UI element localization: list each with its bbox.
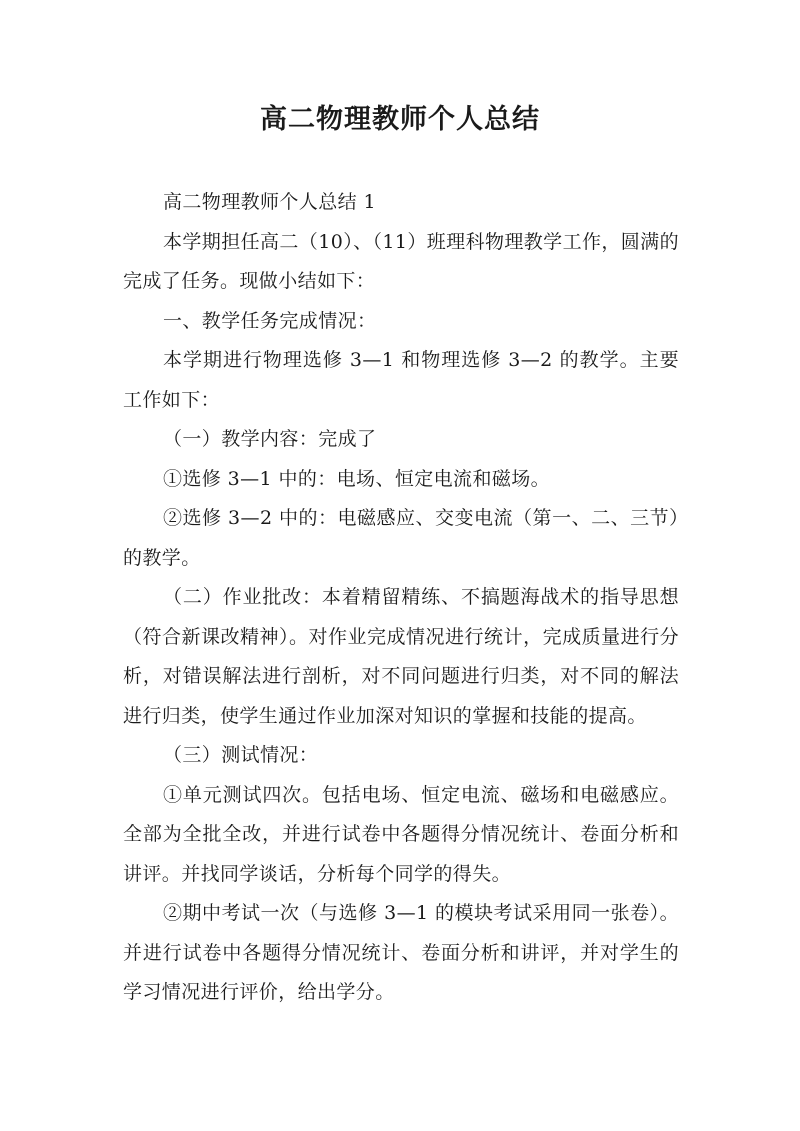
section-heading-1: 一、教学任务完成情况： — [163, 309, 377, 332]
paragraph-homework: （二）作业批改：本着精留精练、不搞题海战术的指导思想（符合新课改精神）。对作业完成情况进行统计，完成质量进行分析，对错误解法进行剖析，对不同问题进行归类，对不同的解法进行归类，使学生通过作业加深对知识的掌握和技能的提高。 — [123, 586, 679, 727]
list-item-unit-tests: ①单元测试四次。包括电场、恒定电流、磁场和电磁感应。全部为全批全改，并进行试卷中各题得分情况统计、卷面分析和讲评。并找同学谈话，分析每个同学的得失。 — [123, 783, 679, 885]
list-item-elective-3-1: ①选修 3—1 中的：电场、恒定电流和磁场。 — [163, 467, 551, 490]
document-body — [123, 183, 679, 1013]
subsection-heading-tests: （三）测试情况： — [163, 744, 319, 766]
subsection-heading-content: （一）教学内容：完成了 — [163, 428, 377, 450]
list-item-elective-3-2: ②选修 3—2 中的：电磁感应、交变电流（第一、二、三节）的教学。 — [123, 507, 679, 569]
paragraph-subtitle: 高二物理教师个人总结 1 — [163, 191, 376, 213]
paragraph-intro: 本学期担任高二（10）、（11）班理科物理教学工作，圆满的完成了任务。现做小结如下： — [123, 230, 679, 292]
paragraph-course-scope: 本学期进行物理选修 3—1 和物理选修 3—2 的教学。主要工作如下： — [123, 349, 679, 411]
document-title: 高二物理教师个人总结 — [260, 104, 540, 135]
list-item-midterm: ②期中考试一次（与选修 3—1 的模块考试采用同一张卷）。并进行试卷中各题得分情况统计、卷面分析和讲评，并对学生的学习情况进行评价，给出学分。 — [123, 902, 679, 1003]
